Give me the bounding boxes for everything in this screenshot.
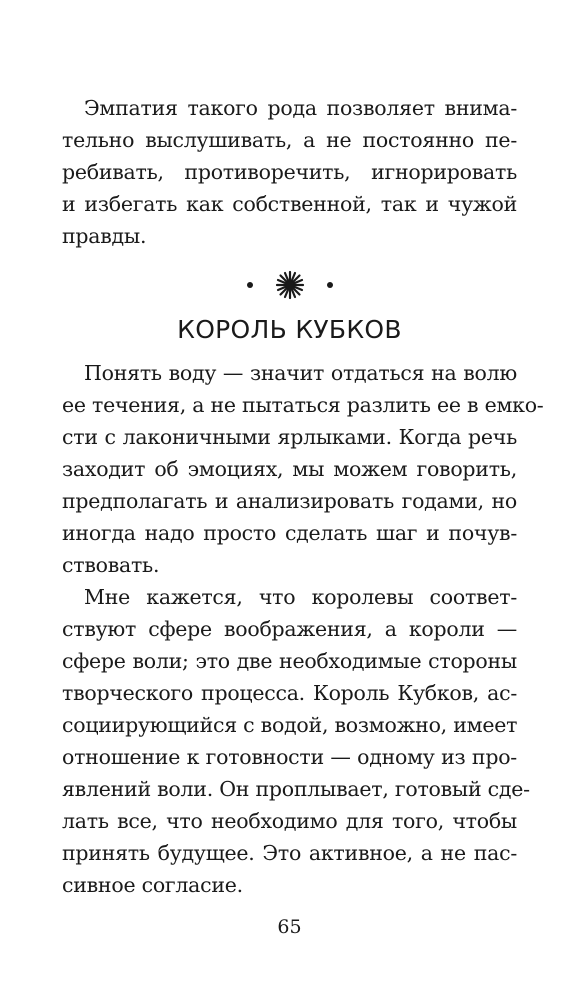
text-line: сфере воли; это две необходимые стороны	[62, 649, 517, 673]
text-line: отношение к готовности — одному из про-	[62, 745, 517, 769]
text-line: тельно выслушивать, а не постоянно пе-	[62, 128, 517, 152]
text-line: ее течения, а не пытаться разлить ее в емко-	[62, 393, 544, 417]
text-line: предполагать и анализировать годами, но	[62, 489, 517, 513]
text-line: иногда надо просто сделать шаг и почув-	[62, 521, 517, 545]
text-line: принять будущее. Это активное, а не пас-	[62, 841, 517, 865]
star-burst-icon	[275, 270, 305, 300]
text-line: Эмпатия такого рода позволяет внима-	[84, 96, 517, 120]
text-line: ствуют сфере воображения, а короли —	[62, 617, 517, 641]
text-line: Понять воду — значит отдаться на волю	[84, 361, 517, 385]
text-line: правды.	[62, 224, 147, 248]
dot-icon	[247, 282, 253, 288]
section-ornament	[62, 270, 517, 300]
text-line: творческого процесса. Король Кубков, ас-	[62, 681, 517, 705]
text-line: заходит об эмоциях, мы можем говорить,	[62, 457, 517, 481]
text-line: сивное согласие.	[62, 873, 243, 897]
text-line: социирующийся с водой, возможно, имеет	[62, 713, 518, 737]
text-line: ребивать, противоречить, игнорировать	[62, 160, 517, 184]
page-number: 65	[277, 916, 302, 938]
text-line: ствовать.	[62, 553, 160, 577]
text-line: Мне кажется, что королевы соответ-	[84, 585, 517, 609]
dot-icon	[327, 282, 333, 288]
text-line: и избегать как собственной, так и чужой	[62, 192, 517, 216]
text-line: сти с лаконичными ярлыками. Когда речь	[62, 425, 517, 449]
book-page	[62, 0, 544, 1000]
text-line: явлений воли. Он проплывает, готовый сде-	[62, 777, 530, 801]
text-line: лать все, что необходимо для того, чтобы	[62, 809, 517, 833]
section-heading: КОРОЛЬ КУБКОВ	[177, 315, 402, 344]
